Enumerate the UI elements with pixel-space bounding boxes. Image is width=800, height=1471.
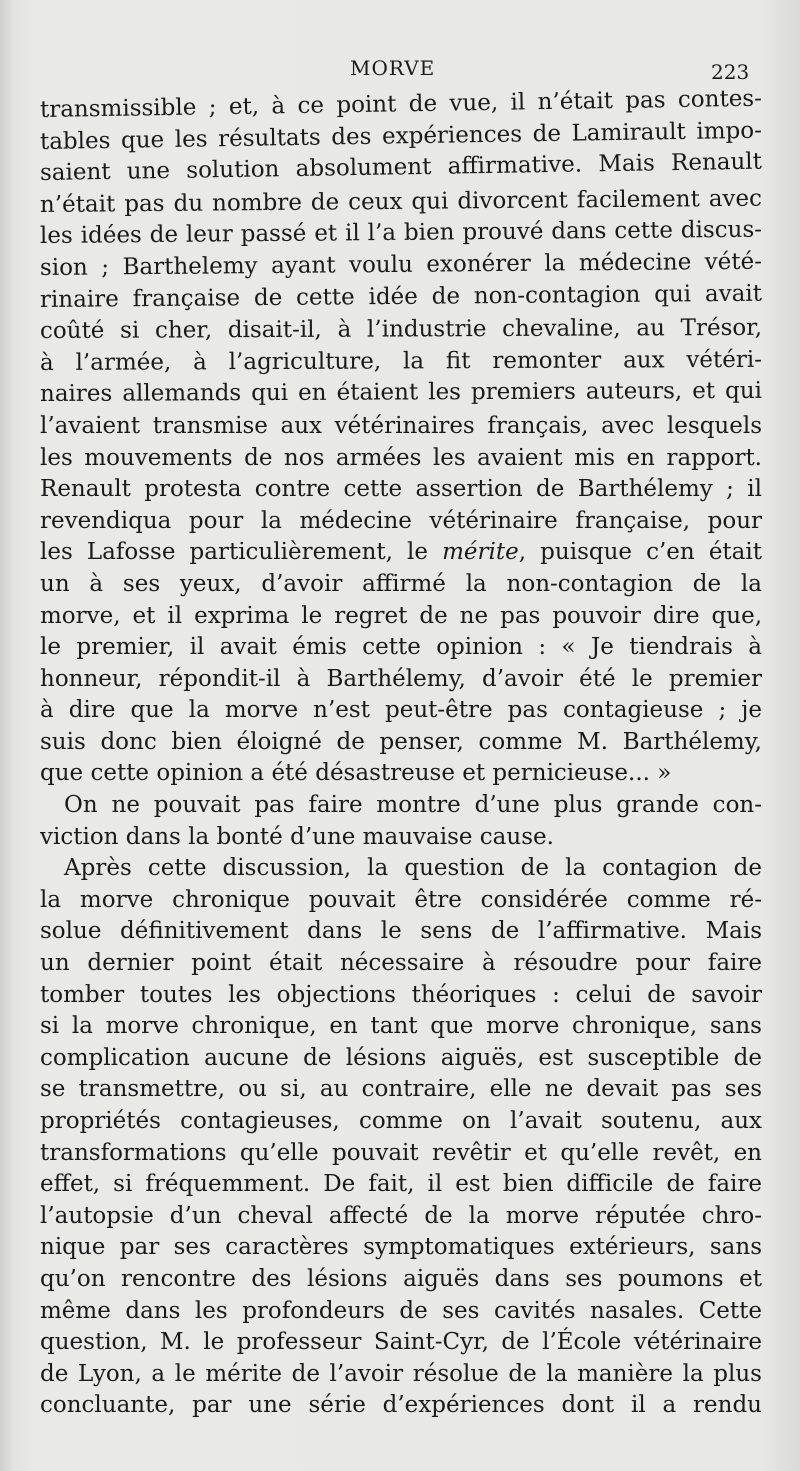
italic-word-merite: mérite: [442, 539, 519, 566]
text-line: morve, et il exprima le regret de ne pas pouvoir dire que,: [40, 602, 762, 629]
text-line: coûté si cher, disait-il, à l’industrie chevaline, au Trésor,: [39, 315, 763, 345]
text-line: l’avaient transmise aux vétérinaires français, avec lesquels: [40, 412, 762, 439]
text-line: On ne pouvait pas faire montre d’une plus grande con-: [64, 792, 762, 819]
text-line: même dans les profondeurs de ses cavités nasales. Cette: [40, 1297, 762, 1324]
text-line: les mouvements de nos armées les avaient mis en rapport.: [40, 444, 762, 471]
text-line: à dire que la morve n’est peut-être pas contagieuse ; je: [40, 697, 762, 724]
text-line: de Lyon, a le mérite de l’avoir résolue de la manière la plus: [40, 1360, 762, 1387]
text-line: le premier, il avait émis cette opinion : « Je tiendrais à: [40, 634, 762, 661]
text-line: un à ses yeux, d’avoir affirmé la non-contagion de la: [40, 570, 762, 597]
text-line: tables que les résultats des expériences de Lamirault impo-: [39, 117, 763, 155]
text-line: tomber toutes les objections théoriques : celui de savoir: [40, 981, 762, 1008]
text-line: propriétés contagieuses, comme on l’avait soutenu, aux: [40, 1108, 762, 1134]
text-line: rinaire française de cette idée de non-contagion qui avait: [39, 280, 763, 313]
italic-line-after: , puisque c’en était: [518, 539, 762, 566]
text-line: à l’armée, à l’agriculture, la fit remonter aux vétéri-: [39, 346, 763, 376]
text-line: solue définitivement dans le sens de l’affirmative. Mais: [40, 918, 762, 945]
text-line: si la morve chronique, en tant que morve chronique, sans: [40, 1013, 762, 1040]
text-line: sion ; Barthelemy ayant voulu exonérer la médecine vété-: [39, 248, 763, 281]
text-line: Après cette discussion, la question de la contagion de: [64, 855, 762, 882]
text-line: transformations qu’elle pouvait revêtir et qu’elle revêt, en: [40, 1139, 762, 1166]
running-title: MORVE: [350, 56, 436, 80]
text-line: honneur, répondit-il à Barthélemy, d’avoir été le premier: [40, 665, 762, 692]
text-line: effet, si fréquemment. De fait, il est bien difficile de faire: [40, 1171, 762, 1198]
text-line: transmissible ; et, à ce point de vue, il n’était pas contes-: [39, 85, 763, 123]
text-line: question, M. le professeur Saint-Cyr, de l’École vétérinaire: [40, 1329, 762, 1356]
text-line: Renault protesta contre cette assertion de Barthélemy ; il: [40, 476, 762, 503]
text-line: revendiqua pour la médecine vétérinaire française, pour: [40, 507, 762, 534]
text-line: suis donc bien éloigné de penser, comme M. Barthélemy,: [40, 728, 762, 755]
text-line: naires allemands qui en étaient les premiers auteurs, et qui: [39, 378, 763, 408]
italic-line-before: les Lafosse particulièrement, le: [40, 539, 443, 566]
text-line: se transmettre, ou si, au contraire, elle ne devait pas ses: [40, 1076, 762, 1103]
text-line: un dernier point était nécessaire à résoudre pour faire: [40, 950, 762, 977]
page-number: 223: [711, 60, 750, 84]
text-line: qu’on rencontre des lésions aiguës dans ses poumons et: [40, 1265, 762, 1292]
text-line: complication aucune de lésions aiguës, est susceptible de: [40, 1044, 762, 1071]
text-line: concluante, par une série d’expériences dont il a rendu: [40, 1392, 762, 1419]
text-line-with-italic: [40, 537, 762, 569]
running-head: [0, 56, 800, 86]
text-line: viction dans la bonté d’une mauvaise cause.: [40, 823, 554, 850]
text-line: n’était pas du nombre de ceux qui divorcent facilement avec: [39, 185, 763, 218]
text-line: les idées de leur passé et il l’a bien prouvé dans cette discus-: [39, 217, 763, 250]
text-line: que cette opinion a été désastreuse et pernicieuse... »: [40, 760, 672, 787]
text-line: la morve chronique pouvait être considérée comme ré-: [40, 886, 762, 913]
text-line: l’autopsie d’un cheval affecté de la morve réputée chro-: [40, 1202, 762, 1229]
text-line: saient une solution absolument affirmative. Mais Renault: [39, 148, 763, 187]
text-line: nique par ses caractères symptomatiques extérieurs, sans: [40, 1234, 762, 1261]
body-text: [39, 85, 763, 1422]
